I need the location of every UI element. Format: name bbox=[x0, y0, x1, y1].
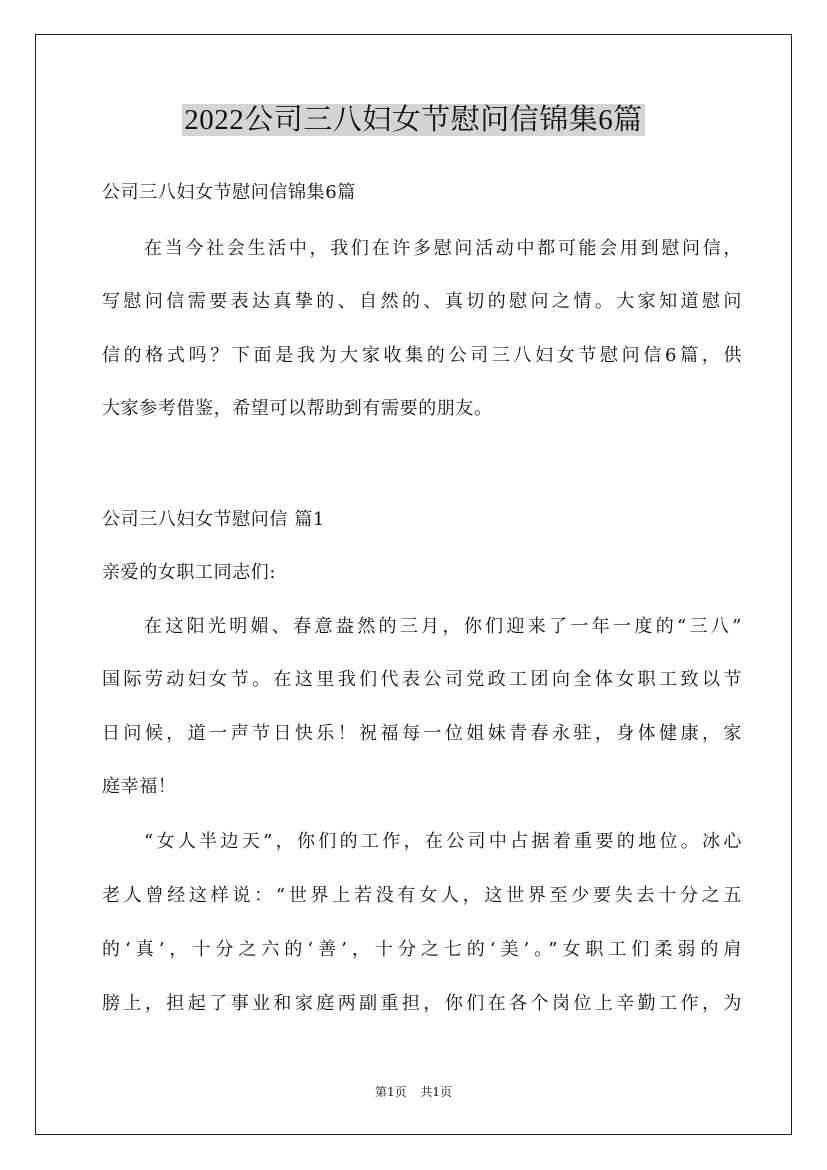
paragraph-line: 老人曾经这样说：“世界上若没有女人，这世界至少要失去十分之五 bbox=[102, 885, 742, 906]
paragraph-line: 在这阳光明媚、春意盎然的三月，你们迎来了一年一度的“三八” bbox=[144, 616, 742, 637]
salutation: 亲爱的女职工同志们: bbox=[102, 562, 277, 583]
intro-line: 大家参考借鉴，希望可以帮助到有需要的朋友。 bbox=[102, 398, 493, 419]
document-subtitle: 公司三八妇女节慰问信锦集6篇 bbox=[102, 182, 356, 203]
paragraph-line: “女人半边天”，你们的工作，在公司中占据着重要的地位。冰心 bbox=[144, 831, 742, 852]
section-heading: 公司三八妇女节慰问信 篇1 bbox=[102, 509, 325, 530]
paragraph-line: 庭幸福！ bbox=[102, 776, 177, 797]
paragraph-line: 日问候，道一声节日快乐！祝福每一位姐妹青春永驻，身体健康，家 bbox=[102, 723, 742, 744]
paragraph-line: 的‘真’，十分之六的‘善’，十分之七的‘美’。”女职工们柔弱的肩 bbox=[102, 939, 742, 960]
intro-line: 在当今社会生活中，我们在许多慰问活动中都可能会用到慰问信， bbox=[144, 238, 742, 259]
page-number-footer: 第1页 共1页 bbox=[374, 1085, 453, 1099]
document-title-text: 2022公司三八妇女节慰问信锦集6篇 bbox=[184, 104, 643, 136]
paragraph-line: 国际劳动妇女节。在这里我们代表公司党政工团向全体女职工致以节 bbox=[102, 669, 742, 690]
intro-line: 写慰问信需要表达真挚的、自然的、真切的慰问之情。大家知道慰问 bbox=[102, 291, 742, 312]
intro-line: 信的格式吗？下面是我为大家收集的公司三八妇女节慰问信6篇，供 bbox=[102, 345, 742, 366]
document-title bbox=[0, 100, 827, 140]
paragraph-line: 膀上，担起了事业和家庭两副重担，你们在各个岗位上辛勤工作，为 bbox=[102, 993, 742, 1014]
